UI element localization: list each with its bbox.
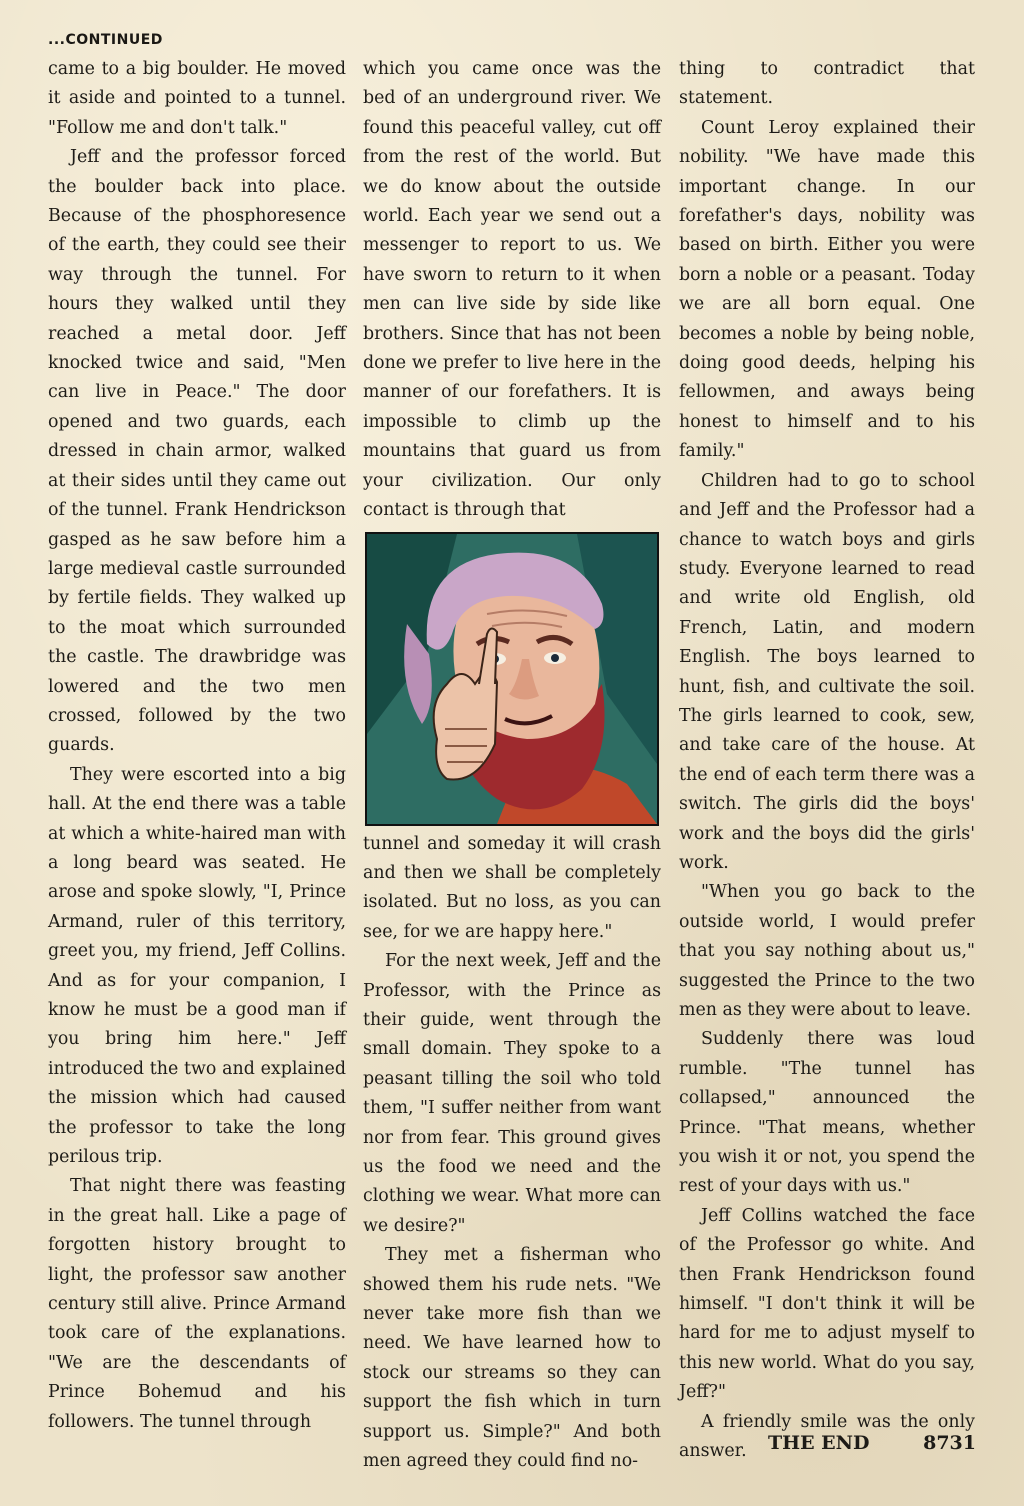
paragraph: Jeff and the professor forced the boulder back into place. Because of the phosphoresence of the earth, they could see their way through the tunnel. For hours they walked until they reached a metal door. Jeff knocked twice and said, "Men can live in Peace." The door opened and two guards, each dressed in chain armor, walked at their sides until they came out of the tunnel. Frank Hendrickson gasped as he saw before him a large medieval castle surrounded by fertile fields. They walked up to the moat which surrounded the castle. The drawbridge was lowered and the two men crossed, followed by the two guards. bbox=[48, 147, 346, 756]
illustration-svg bbox=[367, 534, 657, 824]
page-code: 8731 bbox=[923, 1432, 976, 1454]
paragraph: came to a big boulder. He moved it aside and pointed to a tunnel. "Follow me and don't talk." bbox=[48, 59, 346, 138]
paragraph: Suddenly there was loud rumble. "The tunnel has collapsed," announced the Prince. "That means, whether you wish it or not, you spend the rest of your days with us." bbox=[679, 1029, 975, 1197]
paragraph: Children had to go to school and Jeff and the Professor had a chance to watch boys and girls study. Everyone learned to read and write old English, old French, Latin, and modern English. The boys learned to hunt, fish, and cultivate the soil. The girls learned to cook, sew, and take care of the house. At the end of each term there was a switch. The girls did the boys' work and the boys did the girls' work. bbox=[679, 470, 975, 873]
text-column-middle bbox=[363, 55, 661, 1476]
bearded-man-illustration bbox=[365, 532, 659, 826]
paragraph: Jeff Collins watched the face of the Professor go white. And then Frank Hendrickson found himself. "I don't think it will be hard for me to adjust myself to this new world. What do you say, Jeff?" bbox=[679, 1205, 975, 1403]
pupil-right bbox=[551, 654, 559, 662]
text-column-right bbox=[679, 55, 975, 1467]
paragraph: "When you go back to the outside world, I would prefer that you say nothing about us," suggested the Prince to the two men as they were about to leave. bbox=[679, 882, 975, 1020]
paragraph: which you came once was the bed of an underground river. We found this peaceful valley, cut off from the rest of the world. But we do know about the outside world. Each year we send out a messenger to report to us. We have sworn to return to it when men can live side by side like brothers. Since that has not been done we prefer to live here in the manner of our forefathers. It is impossible to climb up the mountains that guard us from your civilization. Our only contact is through that bbox=[363, 59, 661, 521]
story-footer bbox=[768, 1432, 976, 1454]
paragraph: For the next week, Jeff and the Professor, with the Prince as their guide, went through the small domain. They spoke to a peasant tilling the soil who told them, "I suffer neither from want nor from fear. This ground gives us the food we need and the clothing we wear. What more can we desire?" bbox=[363, 951, 661, 1236]
text-column-left bbox=[48, 55, 346, 1437]
paragraph: That night there was feasting in the great hall. Like a page of forgotten history brought to light, the professor saw another century still alive. Prince Armand took care of the explanations. "We are the descendants of Prince Bohemud and his followers. The tunnel through bbox=[48, 1176, 346, 1432]
paragraph: tunnel and someday it will crash and then we shall be completely isolated. But no loss, as you can see, for we are happy here." bbox=[363, 833, 661, 942]
paragraph: They were escorted into a big hall. At the end there was a table at which a white-haired man with a long beard was seated. He arose and spoke slowly, "I, Prince Armand, ruler of this territory, greet you, my friend, Jeff Collins. And as for your companion, I know he must be a good man if you bring him here." Jeff introduced the two and explained the mission which had caused the professor to take the long perilous trip. bbox=[48, 764, 346, 1168]
continued-label: ...CONTINUED bbox=[48, 32, 163, 48]
paragraph: They met a fisherman who showed them his rude nets. "We never take more fish than we need. We have learned how to stock our streams so they can support the fish which in turn support us. Simple?" And both men agreed they could find no- bbox=[363, 1245, 661, 1472]
paragraph: thing to contradict that statement. bbox=[679, 59, 975, 109]
paragraph: A friendly smile was the only answer. bbox=[679, 1411, 975, 1462]
the-end-label: THE END bbox=[768, 1432, 870, 1454]
paragraph: Count Leroy explained their nobility. "We have made this important change. In our forefather's days, nobility was based on birth. Either you were born a noble or a peasant. Today we are all born equal. One becomes a noble by being noble, doing good deeds, helping his fellowmen, and aways being honest to himself and to his family." bbox=[679, 117, 975, 462]
